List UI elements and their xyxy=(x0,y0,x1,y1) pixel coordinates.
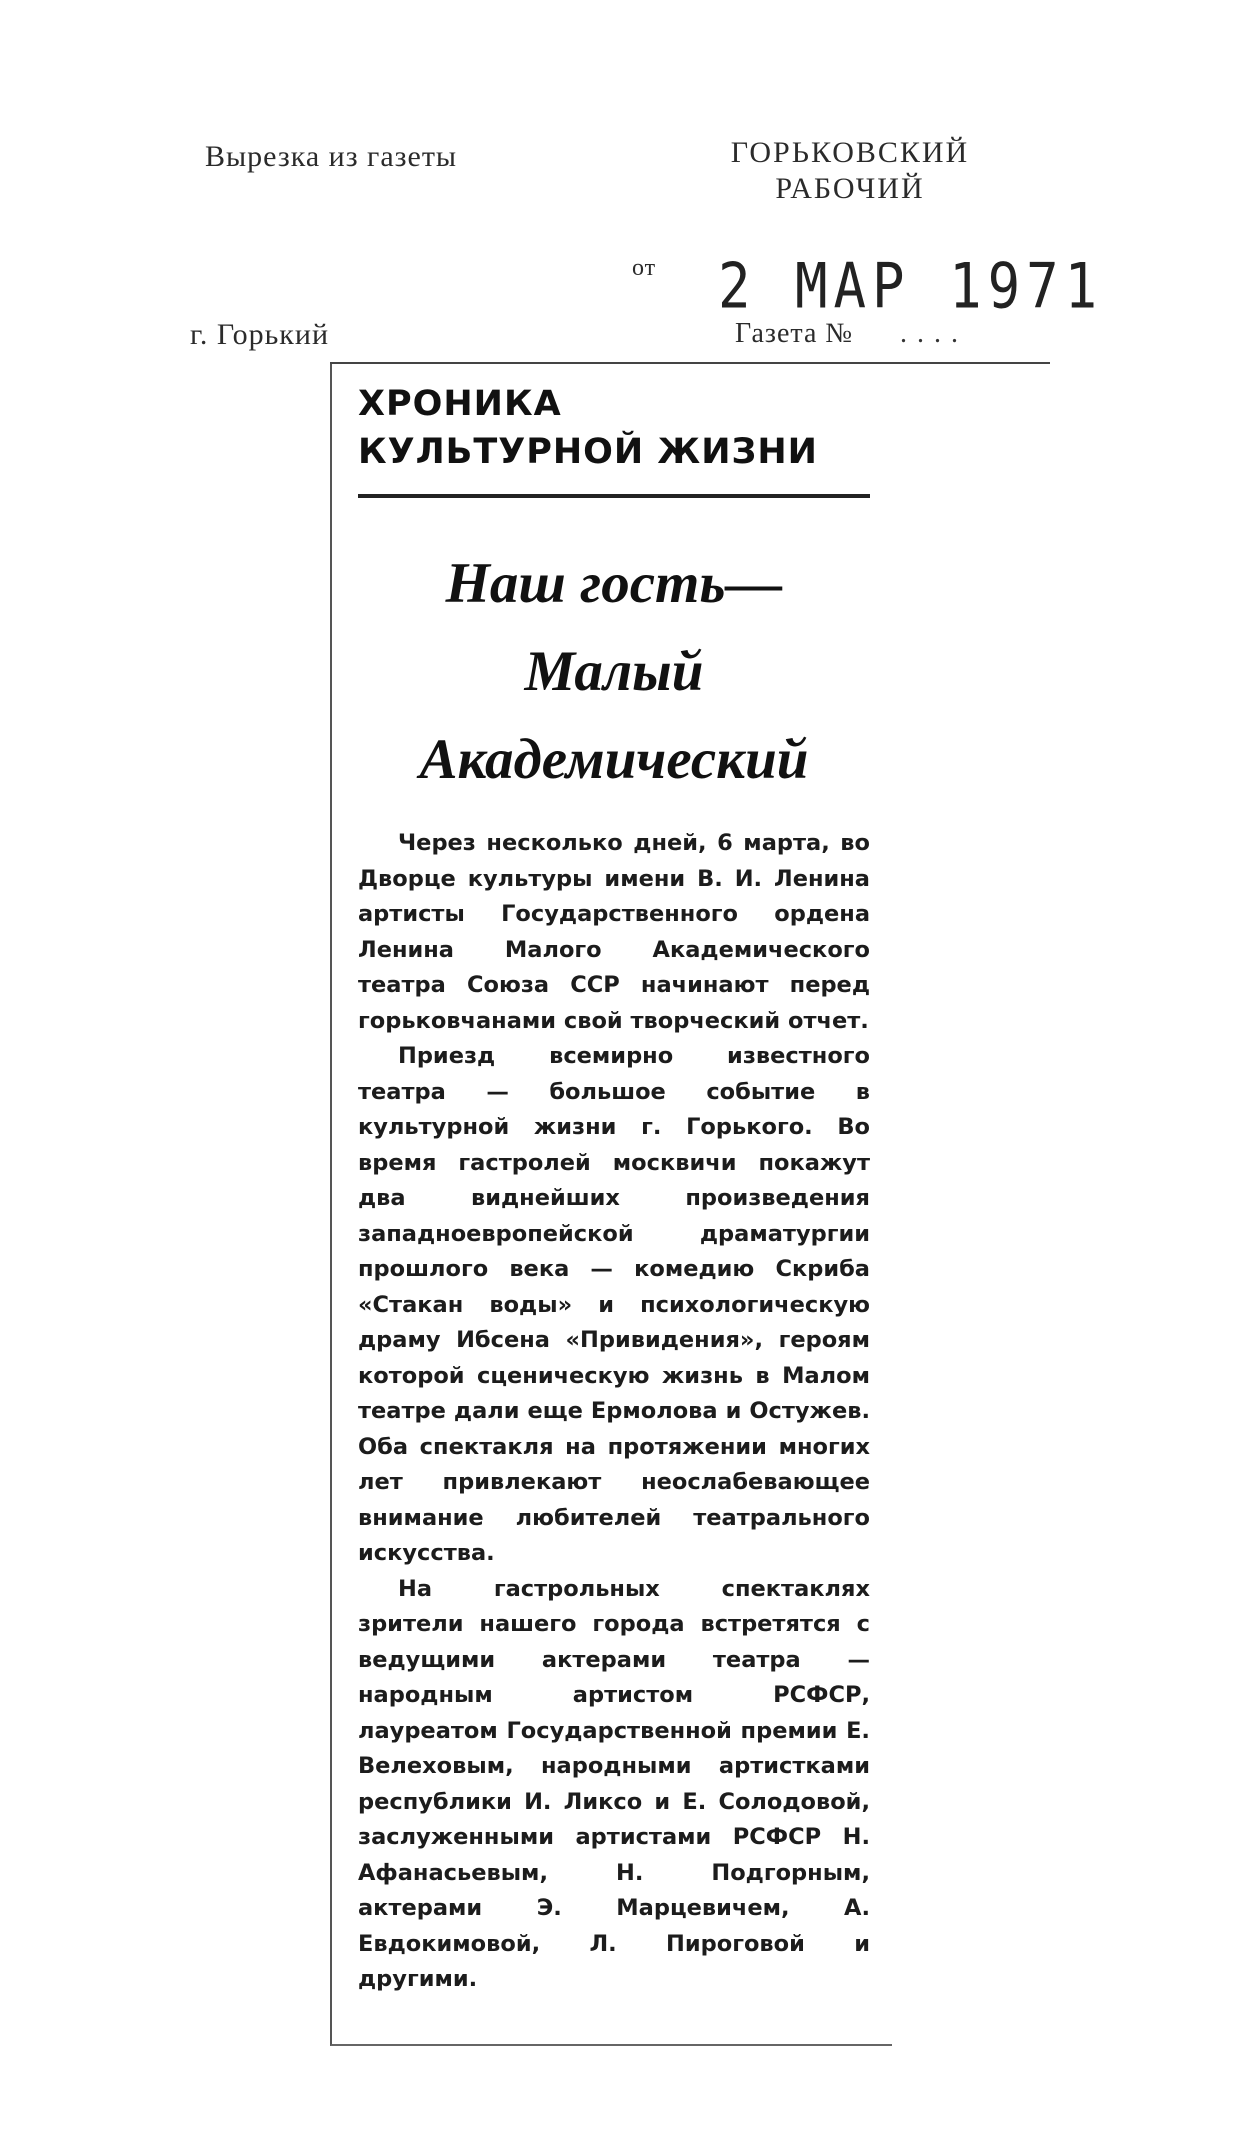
article-column xyxy=(358,380,870,1998)
city-label: г. Горький xyxy=(190,318,329,351)
headline-line-1: Наш гость—Малый xyxy=(445,552,783,703)
article-paragraph-3: На гастрольных спектаклях зрители нашего города встретятся с ведущими актерами театра — народным артистом РСФСР, лауреатом Государственной премии Е. Велеховым, народными артистками республики И. Ликсо и Е. Солодовой, заслуженными артистами РСФСР Н. Афанасьевым, Н. Подгорным, актерами Э. Марцевичем, А. Евдокимовой, Л. Пироговой и другими. xyxy=(358,1575,870,1992)
clipping-source-label: Вырезка из газеты xyxy=(205,140,458,173)
article-body xyxy=(358,826,870,1998)
issue-number-blank: .... xyxy=(900,318,968,349)
newspaper-name xyxy=(700,135,1000,207)
issue-number-label: Газета № xyxy=(735,318,854,349)
rubric-line-2: КУЛЬТУРНОЙ ЖИЗНИ xyxy=(358,432,818,472)
date-stamp: 2 МАР 1971 xyxy=(718,250,1104,323)
section-rubric xyxy=(358,380,870,476)
date-prefix: от xyxy=(632,255,657,281)
article-paragraph-1: Через несколько дней, 6 марта, во Дворце культуры имени В. И. Ленина артисты Государственного ордена Ленина Малого Академического театра Союза ССР начинают перед горьковчанами свой творческий отчет. xyxy=(358,830,870,1034)
headline-line-2: Академический xyxy=(419,728,809,791)
rubric-line-1: ХРОНИКА xyxy=(358,384,562,424)
article-headline xyxy=(358,540,870,804)
newspaper-name-line-1: ГОРЬКОВСКИЙ xyxy=(730,136,970,169)
newspaper-name-line-2: РАБОЧИЙ xyxy=(775,172,925,205)
rubric-rule xyxy=(358,494,870,498)
article-paragraph-2: Приезд всемирно известного театра — большое событие в культурной жизни г. Горького. Во время гастролей москвичи покажут два виднейших произведения западноевропейской драматургии прошлого века — комедию Скриба «Стакан воды» и психологическую драму Ибсена «Привидения», героям которой сценическую жизнь в Малом театре дали еще Ермолова и Остужев. Оба спектакля на протяжении многих лет привлекают неослабевающее внимание любителей театрального искусства. xyxy=(358,1043,870,1566)
